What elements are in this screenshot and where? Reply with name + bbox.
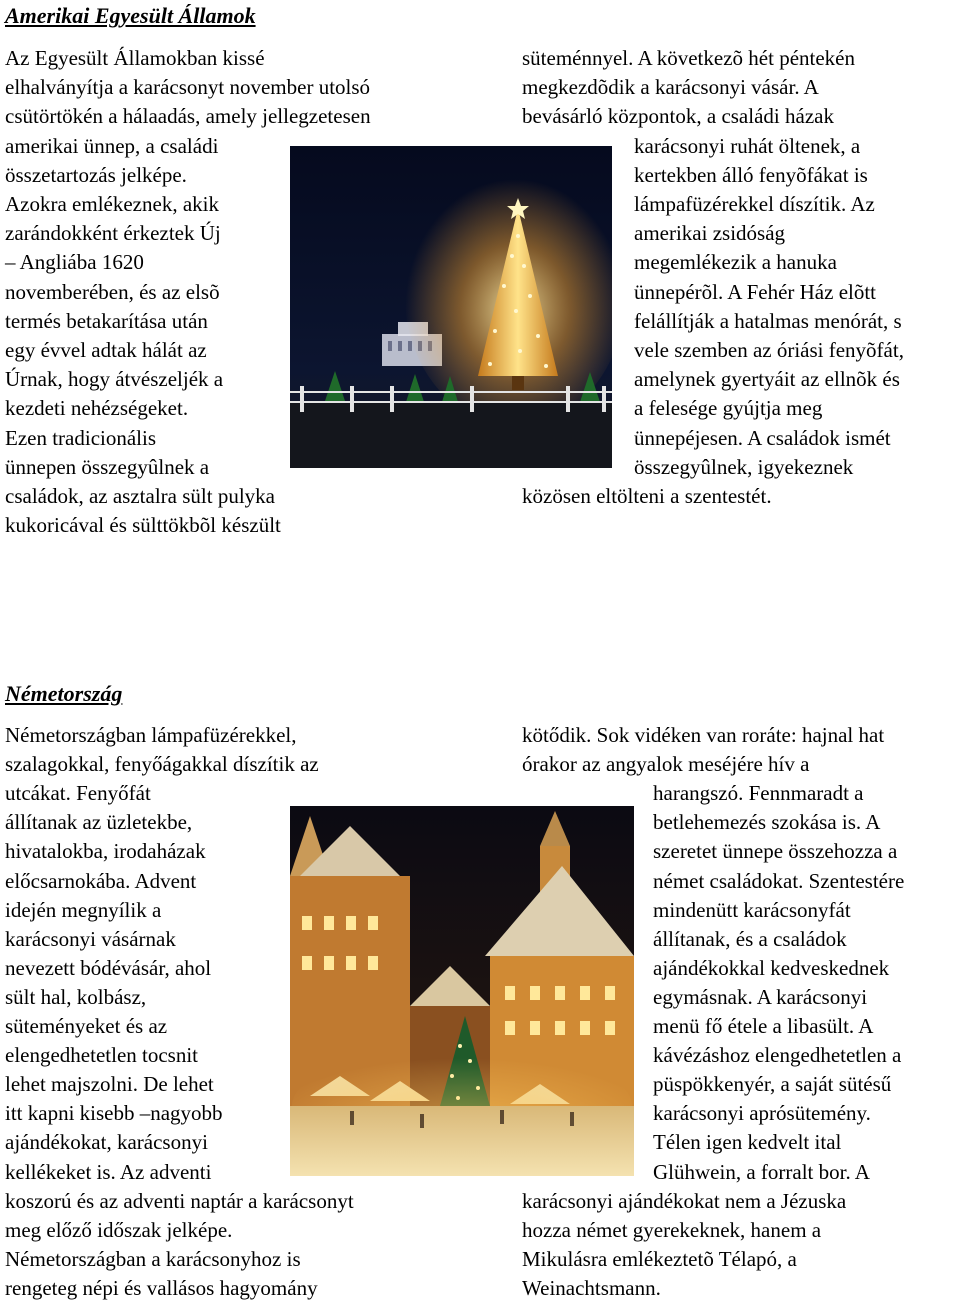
text-line: órakor az angyalok meséjére hív a xyxy=(522,752,810,777)
text-line: vele szemben az óriási fenyõfát, xyxy=(634,338,904,362)
text-line: Ezen tradicionális xyxy=(5,425,157,450)
text-line: itt kapni kisebb –nagyobb xyxy=(5,1101,223,1126)
text-line: kukoricával és sülttökbõl készült xyxy=(5,513,281,538)
text-line: csütörtökén a hálaadás, amely jellegzetesen xyxy=(5,104,371,129)
text-line: Glühwein, a forralt bor. A xyxy=(653,1159,870,1184)
text-line: Németországban lámpafüzérekkel, xyxy=(5,723,297,747)
text-line: süteményeket és az xyxy=(5,1014,168,1038)
text-line: rengeteg népi és vallásos hagyomány xyxy=(5,1275,318,1300)
text-line: zarándokként érkeztek Új xyxy=(5,221,221,246)
text-line: Weinachtsmann. xyxy=(522,1275,661,1300)
text-line: előcsarnokába. Advent xyxy=(5,868,197,893)
text-line: püspökkenyér, a saját sütésű xyxy=(653,1072,892,1097)
text-line: egy évvel adtak hálát az xyxy=(5,338,207,362)
text-line: elengedhetetlen tocsnit xyxy=(5,1043,199,1068)
text-line: Azokra emlékeznek, akik xyxy=(5,192,219,216)
text-line: kertekben álló fenyõfákat is xyxy=(634,162,868,187)
text-line: sült hal, kolbász, xyxy=(5,984,147,1009)
text-line: hozza német gyerekeknek, hanem a xyxy=(522,1217,822,1242)
text-line: Németországban a karácsonyhoz is xyxy=(5,1246,301,1271)
text-line: ünnepen összegyûlnek a xyxy=(5,454,210,479)
text-line: koszorú és az adventi naptár a karácsonyt xyxy=(5,1188,354,1213)
text-line: utcákat. Fenyőfát xyxy=(5,781,151,806)
text-line: kezdeti nehézségeket. xyxy=(5,396,189,421)
text-line: Mikulásra emlékeztetõ Télapó, a xyxy=(522,1246,797,1271)
text-line: kávézáshoz elengedhetetlen a xyxy=(653,1043,902,1068)
text-line: kellékeket is. Az adventi xyxy=(5,1159,212,1184)
section-title-usa: Amerikai Egyesült Államok xyxy=(5,3,256,28)
text-line: amerikai zsidóság xyxy=(634,221,786,246)
text-line: összetartozás jelképe. xyxy=(5,162,187,187)
text-line: idején megnyílik a xyxy=(5,897,162,922)
text-line: lehet majszolni. De lehet xyxy=(5,1072,214,1097)
text-line: családok, az asztalra sült pulyka xyxy=(5,484,275,508)
text-line: amerikai ünnep, a családi xyxy=(5,133,219,158)
text-line: Az Egyesült Államokban kissé xyxy=(5,46,265,70)
text-line: karácsonyi aprósütemény. xyxy=(653,1101,871,1126)
white-house-christmas-tree-photo xyxy=(290,146,612,468)
text-line: novemberében, és az elsõ xyxy=(5,279,220,304)
text-line: karácsonyi ruhát öltenek, a xyxy=(634,133,861,158)
text-line: ajándékokat, karácsonyi xyxy=(5,1130,208,1155)
text-line: közösen eltölteni a szentestét. xyxy=(522,484,772,508)
section-title-germany: Németország xyxy=(5,681,123,706)
text-line: karácsonyi vásárnak xyxy=(5,926,176,951)
text-line: szalagokkal, fenyőágakkal díszítik az xyxy=(5,752,319,777)
text-line: lámpafüzérekkel díszítik. Az xyxy=(634,192,875,216)
text-line: karácsonyi ajándékokat nem a Jézuska xyxy=(522,1188,847,1213)
text-line: német családokat. Szentestére xyxy=(653,868,905,893)
text-line: összegyûlnek, igyekeznek xyxy=(634,454,854,479)
text-line: elhalványítja a karácsonyt november utolsó xyxy=(5,75,371,100)
text-line: amelynek gyertyáit az ellnõk és xyxy=(634,367,900,392)
text-line: betlehemezés szokása is. A xyxy=(653,810,881,835)
text-line: ünnepéjesen. A családok ismét xyxy=(634,425,891,450)
text-line: nevezett bódévásár, ahol xyxy=(5,955,212,980)
text-line: mindenütt karácsonyfát xyxy=(653,897,851,922)
text-line: állítanak, és a családok xyxy=(653,926,847,951)
text-line: állítanak az üzletekbe, xyxy=(5,810,193,835)
text-line: menü fő étele a libasült. A xyxy=(653,1014,874,1038)
text-line: ünnepérõl. A Fehér Ház elõtt xyxy=(634,279,877,304)
text-line: meg előző időszak jelképe. xyxy=(5,1217,233,1242)
text-line: – Angliába 1620 xyxy=(5,250,144,275)
text-line: Télen igen kedvelt ital xyxy=(653,1130,842,1155)
text-line: harangszó. Fennmaradt a xyxy=(653,781,864,806)
text-line: felállítják a hatalmas menórát, s xyxy=(634,308,902,333)
german-town-christmas-market-photo xyxy=(290,806,634,1176)
text-line: a felesége gyújtja meg xyxy=(634,396,823,421)
text-line: süteménnyel. A következõ hét péntekén xyxy=(522,46,855,70)
text-line: bevásárló központok, a családi házak xyxy=(522,104,834,129)
text-line: megkezdõdik a karácsonyi vásár. A xyxy=(522,75,819,100)
text-line: Úrnak, hogy átvészeljék a xyxy=(5,367,224,392)
text-line: ajándékokkal kedveskednek xyxy=(653,955,890,980)
text-line: kötődik. Sok vidéken van roráte: hajnal hat xyxy=(522,723,885,747)
text-line: egymásnak. A karácsonyi xyxy=(653,984,868,1009)
text-line: hivatalokba, irodaházak xyxy=(5,839,206,864)
text-line: termés betakarítása után xyxy=(5,308,208,333)
text-line: szeretet ünnepe összehozza a xyxy=(653,839,898,864)
text-line: megemlékezik a hanuka xyxy=(634,250,837,275)
